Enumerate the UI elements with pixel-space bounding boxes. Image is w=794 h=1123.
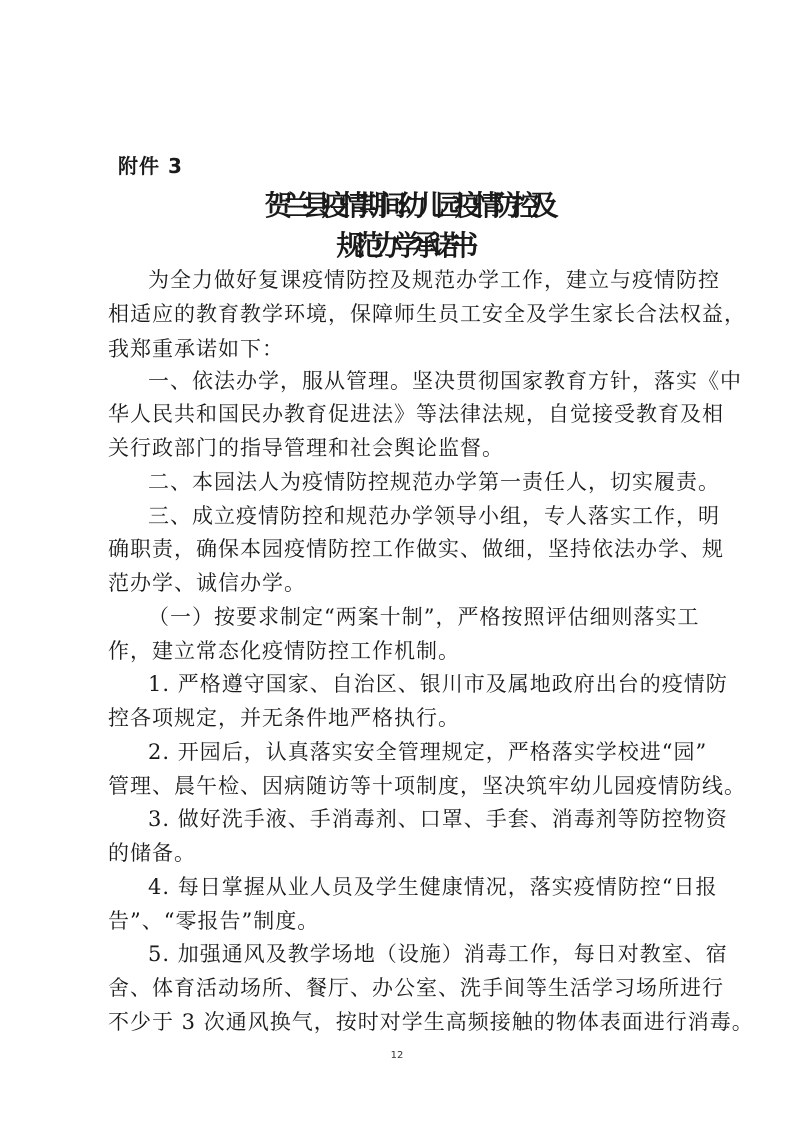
body-line: 相适应的教育教学环境，保障师生员工安全及学生家长合法权益， bbox=[108, 302, 746, 326]
body-line: 管理、晨午检、因病随访等十项制度，坚决筑牢幼儿园疫情防线。 bbox=[108, 774, 746, 798]
body-line: 不少于 3 次通风换气，按时对学生高频接触的物体表面进行消毒。 bbox=[108, 1010, 754, 1034]
body-line: 的储备。 bbox=[108, 841, 196, 865]
page-number: 12 bbox=[390, 1050, 404, 1061]
body-line: 二、本园法人为疫情防控规范办学第一责任人，切实履责。 bbox=[148, 470, 720, 494]
body-line: 3. 做好洗手液、手消毒剂、口罩、手套、消毒剂等防控物资 bbox=[148, 807, 728, 831]
document-title-line-1: 贺兰县疫情期间幼儿园疫情防控及 bbox=[264, 189, 550, 222]
body-line: 关行政部门的指导管理和社会舆论监督。 bbox=[108, 436, 504, 460]
body-line: 2. 开园后，认真落实安全管理规定，严格落实学校进“园” bbox=[148, 740, 708, 764]
body-line: 范办学、诚信办学。 bbox=[108, 571, 306, 595]
body-line: 1. 严格遵守国家、自治区、银川市及属地政府出台的疫情防 bbox=[148, 672, 728, 696]
body-line: 控各项规定，并无条件地严格执行。 bbox=[108, 706, 460, 730]
body-line: （一）按要求制定“两案十制”，严格按照评估细则落实工 bbox=[148, 605, 700, 629]
body-line: 5. 加强通风及教学场地（设施）消毒工作，每日对教室、宿 bbox=[148, 942, 728, 966]
body-line: 告”、“零报告”制度。 bbox=[108, 909, 320, 933]
document-title-line-2: 规范办学承诺书 bbox=[336, 229, 470, 262]
body-line: 三、成立疫情防控和规范办学领导小组，专人落实工作，明 bbox=[148, 504, 720, 528]
body-line: 确职责，确保本园疫情防控工作做实、做细，坚持依法办学、规 bbox=[108, 537, 724, 561]
body-line: 为全力做好复课疫情防控及规范办学工作，建立与疫情防控 bbox=[148, 268, 720, 292]
body-line: 4. 每日掌握从业人员及学生健康情况，落实疫情防控“日报 bbox=[148, 875, 718, 899]
body-line: 作，建立常态化疫情防控工作机制。 bbox=[108, 639, 460, 663]
attachment-label: 附件 3 bbox=[118, 154, 183, 178]
body-line: 舍、体育活动场所、餐厅、办公室、洗手间等生活学习场所进行 bbox=[108, 976, 724, 1000]
body-line: 一、依法办学，服从管理。坚决贯彻国家教育方针，落实《中 bbox=[148, 369, 742, 393]
body-line: 我郑重承诺如下： bbox=[108, 337, 284, 361]
body-line: 华人民共和国民办教育促进法》等法律法规，自觉接受教育及相 bbox=[108, 402, 724, 426]
